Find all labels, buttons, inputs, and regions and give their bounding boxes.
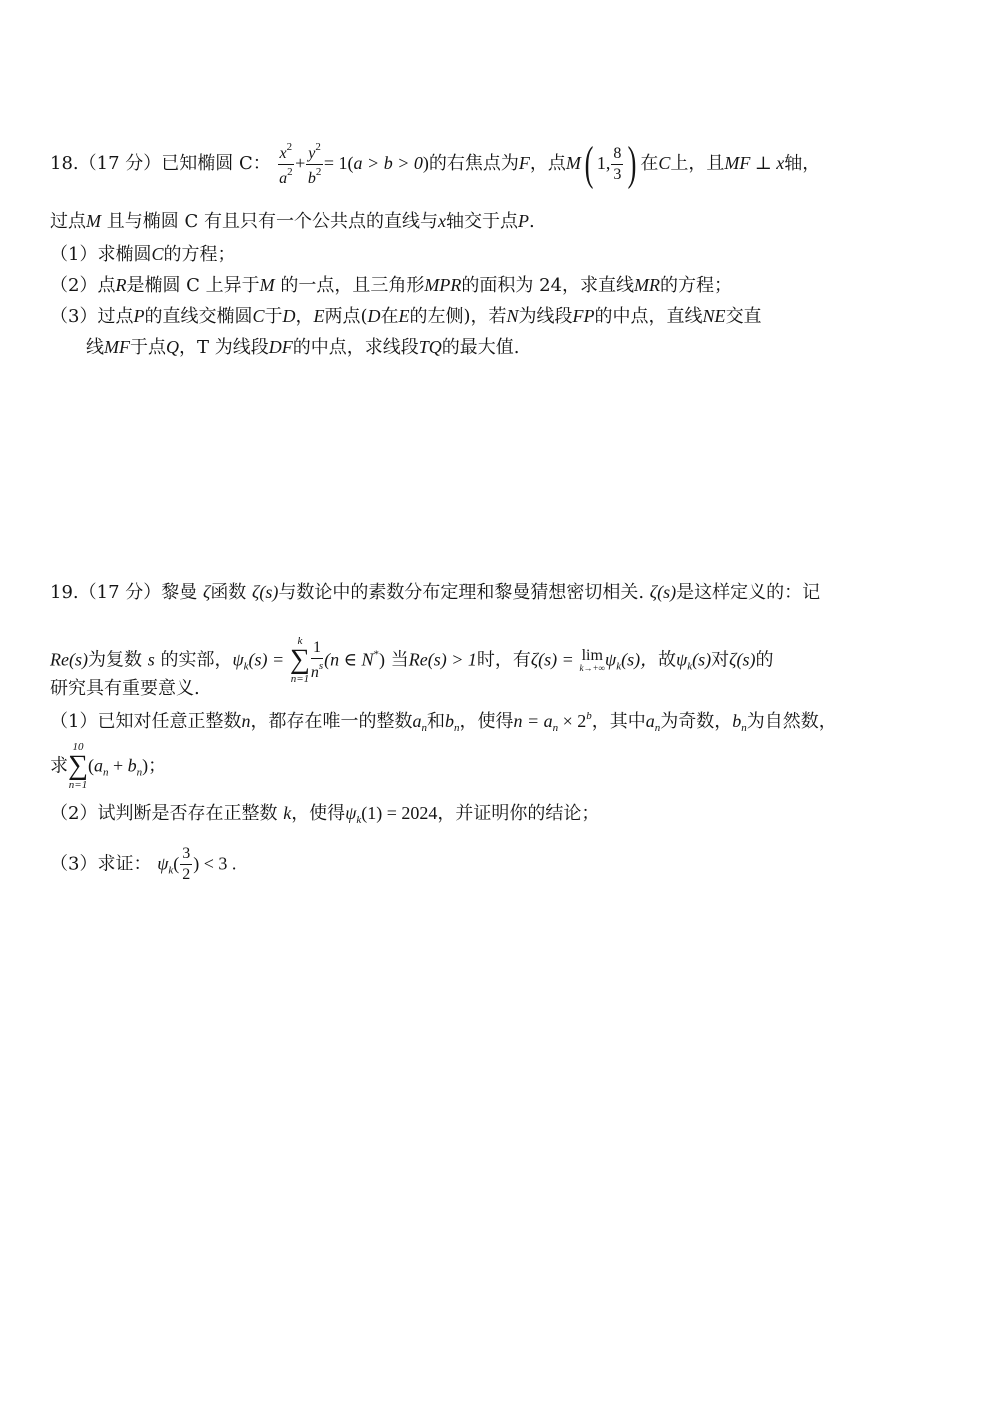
q19-line-3: 研究具有重要意义. [50,678,200,699]
ellipse-x-fraction: $\frac{x^2}{a^2}$ [279,140,293,187]
q19-line-2: Re(s)为复数 s 的实部，$\psi_k(s)$ = k ∑ n=1 $\frac{1}{n^s}$ (n ∈ N*) 当Re(s) > 1时，有ζ(s) = lim k→+∞ $\psi_k(s)$，故$\psi_k(s)$对ζ(s)的 [50,635,774,685]
q19-part-2: （2）试判断是否存在正整数 k，使得$\psi_k(1) = 2024$，并证明你的结论； [50,803,600,826]
q19-line-1: 19.（17 分）黎曼 ζ函数 ζ(s)与数论中的素数分布定理和黎曼猜想密切相关. ζ(s)是这样定义的：记 [50,582,821,603]
point-fraction: $\frac{8}{3}$ [613,144,622,183]
q18-part-3-cont: 线MF于点Q，T 为线段DF的中点，求线段TQ的最大值. [86,337,520,358]
q18-line-2: 过点M 且与椭圆 C 有且只有一个公共点的直线与x轴交于点P. [50,211,535,232]
q18-line-1: 18.（17 分）已知椭圆 C： $\frac{x^2}{a^2}$ + $\frac{y^2}{b^2}$ = 1(a > b > 0)的右焦点为F，点M( 1, $\frac{8}{3}$ ) 在C上，且MF ⊥ x轴， [50,137,821,190]
q18-part-3: （3）过点P的直线交椭圆C于D，E两点(D在E的左侧)，若N为线段FP的中点，直线NE交直 [50,306,762,327]
three-halves-fraction: $\frac{3}{2}$ [182,845,191,883]
limit-operator: lim k→+∞ [579,646,606,673]
q19-part-3: （3）求证： $\psi_k$( $\frac{3}{2}$ ) < 3 . [50,845,237,883]
q18-number: 18. [50,153,79,174]
q18-part-1: （1）求椭圆C的方程； [50,244,236,265]
q19-part-1: （1）已知对任意正整数n，都存在唯一的整数$a_n$和$b_n$，使得$n = a_n \times 2^b$，其中$a_n$为奇数，$b_n$为自然数， [50,710,837,734]
psi-fraction: $\frac{1}{n^s}$ [310,638,324,681]
q19-number: 19. [50,582,79,603]
q18-text: 已知椭圆 C： [161,153,271,174]
an-bn-sum: 10 ∑ n=1 [68,741,88,791]
q19-score: （17 分） [78,582,162,603]
psi-sum: k ∑ n=1 [289,635,310,685]
ellipse-y-fraction: $\frac{y^2}{b^2}$ [307,140,322,187]
q18-score: （17 分） [78,153,162,174]
q18-part-2: （2）点R是椭圆 C 上异于M 的一点，且三角形MPR的面积为 24，求直线MR的方程； [50,275,733,296]
q19-part-1-sum: 求 10 ∑ n=1 $(a_n + b_n)$； [50,741,167,791]
